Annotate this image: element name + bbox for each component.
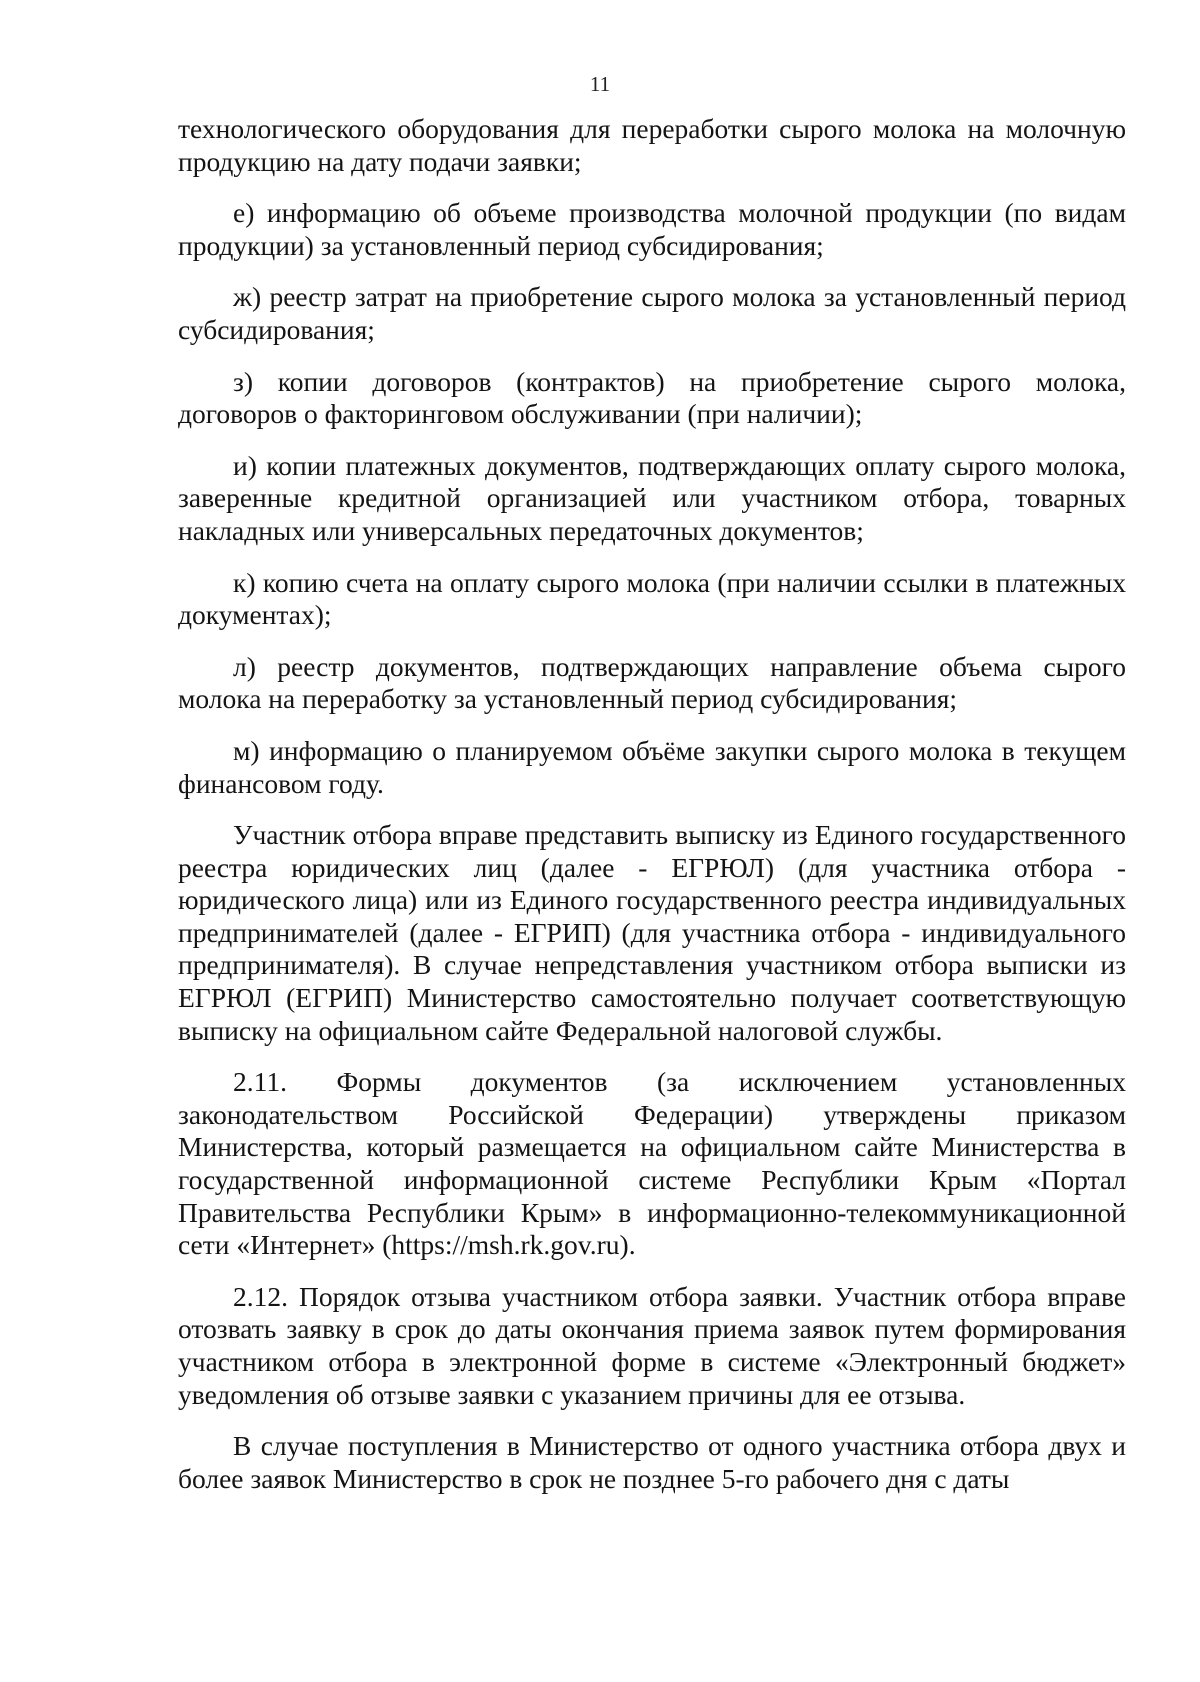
paragraph-multiple-applications: В случае поступления в Министерство от одного участника отбора двух и более заявок Министерство в срок не позднее 5-го рабочего дня с даты [178, 1430, 1126, 1494]
paragraph-item-k: к) копию счета на оплату сырого молока (при наличии ссылки в платежных документах); [178, 566, 1126, 631]
paragraph-item-z: з) копии договоров (контрактов) на приобретение сырого молока, договоров о факторинговом обслуживании (при наличии); [178, 365, 1126, 430]
document-body [178, 113, 1126, 1495]
paragraph-section-2-12: 2.12. Порядок отзыва участником отбора заявки. Участник отбора вправе отозвать заявку в срок до даты окончания приема заявок путем формирования участником отбора в электронной форме в системе «Электронный бюджет» уведомления об отзыве заявки с указанием причины для ее отзыва. [178, 1280, 1126, 1410]
paragraph-section-2-11: 2.11. Формы документов (за исключением установленных законодательством Российской Федерации) утверждены приказом Министерства, который размещается на официальном сайте Министерства в государственной информационной системе Республики Крым «Портал Правительства Республики Крым» в информационно-телекоммуникационной сети «Интернет» (https://msh.rk.gov.ru). [178, 1066, 1126, 1261]
paragraph-continuation: технологического оборудования для переработки сырого молока на молочную продукцию на дату подачи заявки; [178, 113, 1126, 177]
paragraph-item-zh: ж) реестр затрат на приобретение сырого молока за установленный период субсидирования; [178, 281, 1126, 345]
paragraph-item-i: и) копии платежных документов, подтверждающих оплату сырого молока, заверенные кредитной организацией или участником отбора, товарных накладных или универсальных передаточных документов; [178, 449, 1126, 546]
paragraph-egrul-extract: Участник отбора вправе представить выписку из Единого государственного реестра юридических лиц (далее - ЕГРЮЛ) (для участника отбора - юридического лица) или из Единого государственного реестра индивидуальных предпринимателей (далее - ЕГРИП) (для участника отбора - индивидуального предпринимателя). В случае непредставления участником отбора выписки из ЕГРЮЛ (ЕГРИП) Министерство самостоятельно получает соответствующую выписку на официальном сайте Федеральной налоговой службы. [178, 819, 1126, 1046]
page-number: 11 [589, 72, 611, 96]
paragraph-item-l: л) реестр документов, подтверждающих направление объема сырого молока на переработку за установленный период субсидирования; [178, 650, 1126, 715]
paragraph-item-e: е) информацию об объеме производства молочной продукции (по видам продукции) за установленный период субсидирования; [178, 197, 1126, 261]
paragraph-item-m: м) информацию о планируемом объёме закупки сырого молока в текущем финансовом году. [178, 734, 1126, 799]
